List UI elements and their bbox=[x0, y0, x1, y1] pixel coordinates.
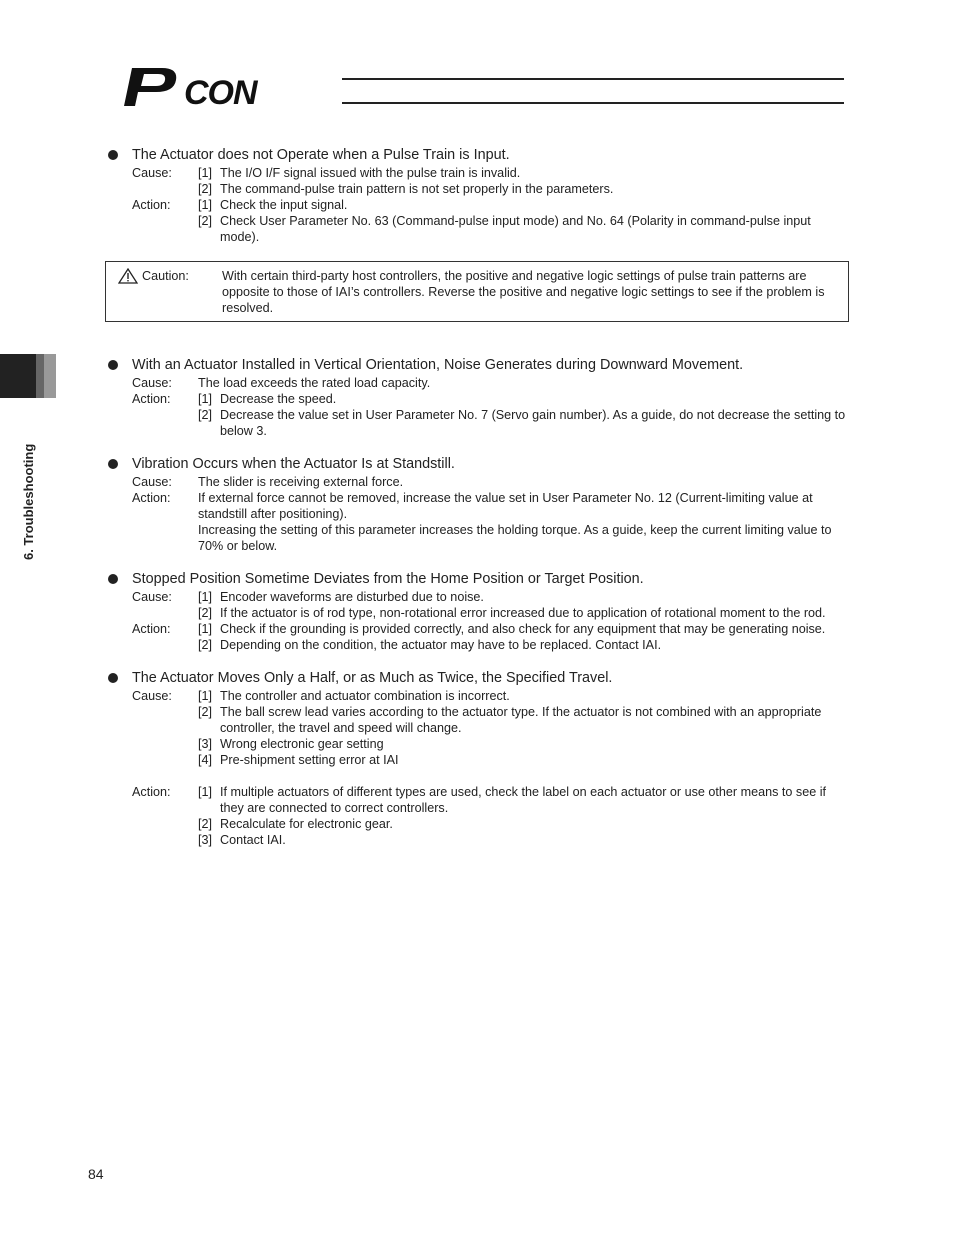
section-title: The Actuator does not Operate when a Pulse Train is Input. bbox=[132, 147, 510, 163]
item-number: [2] bbox=[198, 182, 213, 196]
chapter-label: 6. Troubleshooting bbox=[21, 443, 36, 560]
action-label: Action: bbox=[132, 785, 171, 799]
action-label: Action: bbox=[132, 491, 171, 505]
header-rule-top bbox=[342, 78, 844, 80]
item-number: [2] bbox=[198, 214, 213, 228]
page-number: 84 bbox=[88, 1166, 104, 1182]
item-text: Decrease the value set in User Parameter No. 7 (Servo gain number). As a guide, do not decrease the setting to below 3. bbox=[220, 408, 846, 438]
item-text: Check User Parameter No. 63 (Command-pulse input mode) and No. 64 (Polarity in command-pulse input mode). bbox=[220, 214, 811, 244]
caution-box bbox=[105, 261, 849, 322]
cause-label: Cause: bbox=[132, 590, 172, 604]
action-label: Action: bbox=[132, 198, 171, 212]
item-number: [1] bbox=[198, 198, 213, 212]
section-title: Vibration Occurs when the Actuator Is at Standstill. bbox=[132, 456, 455, 472]
svg-text:CON: CON bbox=[184, 74, 257, 110]
item-text: Depending on the condition, the actuator may have to be replaced. Contact IAI. bbox=[220, 638, 662, 652]
cause-label: Cause: bbox=[132, 475, 172, 489]
section-title: Stopped Position Sometime Deviates from the Home Position or Target Position. bbox=[132, 571, 644, 587]
item-text: Check if the grounding is provided correctly, and also check for any equipment that may be generating noise. bbox=[220, 622, 826, 636]
item-number: [2] bbox=[198, 638, 213, 652]
item-text: If the actuator is of rod type, non-rotational error increased due to application of rotational moment to the rod. bbox=[220, 606, 826, 620]
bullet-icon bbox=[108, 673, 118, 683]
cause-text: The load exceeds the rated load capacity. bbox=[198, 376, 431, 390]
action-text: If external force cannot be removed, increase the value set in User Parameter No. 12 (Current-limiting value at standstill after positioning). bbox=[198, 491, 813, 521]
item-text: Encoder waveforms are disturbed due to noise. bbox=[220, 590, 484, 604]
bullet-icon bbox=[108, 574, 118, 584]
bullet-icon bbox=[108, 150, 118, 160]
section-title: The Actuator Moves Only a Half, or as Much as Twice, the Specified Travel. bbox=[132, 670, 613, 686]
item-number: [1] bbox=[198, 785, 213, 799]
item-text: Check the input signal. bbox=[220, 198, 348, 212]
item-number: [1] bbox=[198, 622, 213, 636]
item-text: The command-pulse train pattern is not set properly in the parameters. bbox=[220, 182, 614, 196]
item-text: Decrease the speed. bbox=[220, 392, 337, 406]
item-number: [3] bbox=[198, 833, 213, 847]
item-number: [2] bbox=[198, 817, 213, 831]
item-number: [2] bbox=[198, 705, 213, 719]
troubleshooting-content bbox=[108, 146, 848, 848]
section-position-deviation bbox=[108, 570, 848, 653]
section-travel-error bbox=[108, 669, 848, 848]
item-text: Wrong electronic gear setting bbox=[220, 737, 384, 751]
item-number: [1] bbox=[198, 392, 213, 406]
section-pulse-train bbox=[108, 146, 848, 245]
item-number: [4] bbox=[198, 753, 213, 767]
section-vertical-noise bbox=[108, 356, 848, 439]
chapter-tab bbox=[0, 354, 56, 398]
item-number: [1] bbox=[198, 590, 213, 604]
item-text: Contact IAI. bbox=[220, 833, 286, 847]
item-text: Pre-shipment setting error at IAI bbox=[220, 753, 399, 767]
cause-text: The slider is receiving external force. bbox=[198, 475, 404, 489]
section-title: With an Actuator Installed in Vertical Orientation, Noise Generates during Downward Movement. bbox=[132, 357, 744, 373]
cause-label: Cause: bbox=[132, 166, 172, 180]
action-text: Increasing the setting of this parameter increases the holding torque. As a guide, keep the current limiting value to 70% or below. bbox=[198, 523, 832, 553]
bullet-icon bbox=[108, 459, 118, 469]
caution-text: With certain third-party host controllers, the positive and negative logic settings of pulse train patterns are opposite to those of IAI’s controllers. Reverse the positive and negative logic settings to see if the problem is resolved. bbox=[222, 269, 825, 315]
item-number: [3] bbox=[198, 737, 213, 751]
warning-triangle-icon bbox=[118, 268, 138, 284]
cause-label: Cause: bbox=[132, 689, 172, 703]
bullet-icon bbox=[108, 360, 118, 370]
caution-label: Caution: bbox=[142, 269, 189, 283]
item-number: [1] bbox=[198, 166, 213, 180]
item-text: If multiple actuators of different types are used, check the label on each actuator or use other means to see if they are connected to correct controllers. bbox=[220, 785, 827, 815]
item-text: Recalculate for electronic gear. bbox=[220, 817, 393, 831]
cause-label: Cause: bbox=[132, 376, 172, 390]
item-number: [1] bbox=[198, 689, 213, 703]
header-rule-bottom bbox=[342, 102, 844, 104]
item-number: [2] bbox=[198, 408, 213, 422]
section-vibration bbox=[108, 455, 848, 554]
item-text: The ball screw lead varies according to the actuator type. If the actuator is not combined with an appropriate controller, the travel and speed will change. bbox=[220, 705, 822, 735]
item-number: [2] bbox=[198, 606, 213, 620]
item-text: The I/O I/F signal issued with the pulse train is invalid. bbox=[220, 166, 521, 180]
pcon-logo bbox=[116, 62, 346, 110]
action-label: Action: bbox=[132, 392, 171, 406]
action-label: Action: bbox=[132, 622, 171, 636]
item-text: The controller and actuator combination is incorrect. bbox=[220, 689, 510, 703]
